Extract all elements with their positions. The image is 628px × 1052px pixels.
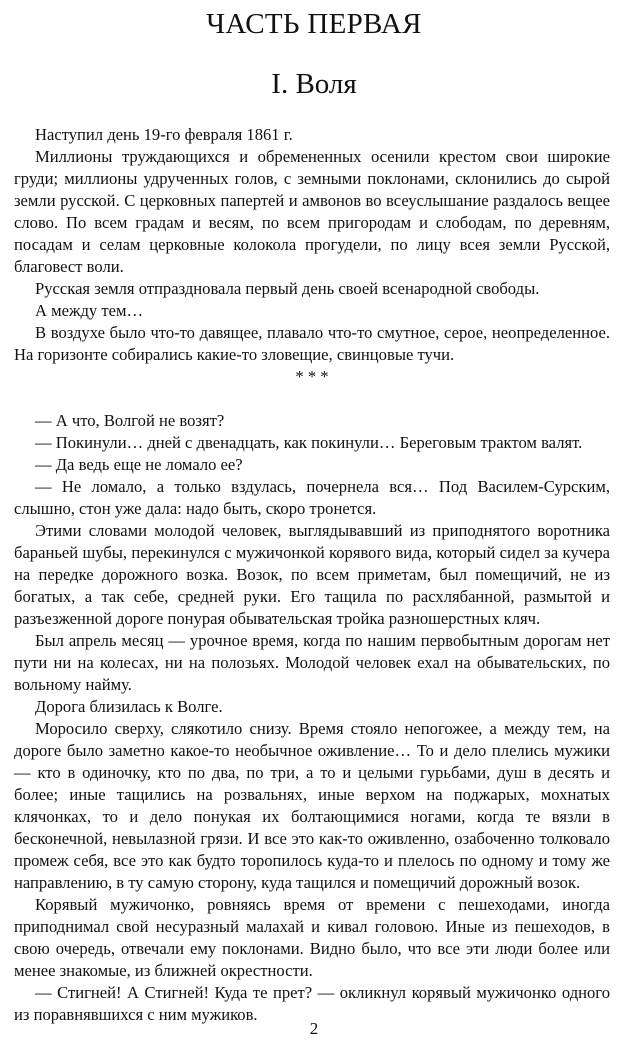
paragraph: В воздухе было что-то давящее, плавало что-то смутное, серое, неопределенное. На горизонте собирались какие-то зловещие, свинцовые тучи. — [14, 323, 610, 364]
paragraph: — Не ломало, а только вздулась, почернела вся… Под Василем-Сурским, слышно, стон уже дала: надо быть, скоро тронется. — [14, 477, 610, 518]
page-number: 2 — [309, 1019, 319, 1038]
part-title: ЧАСТЬ ПЕРВАЯ — [206, 8, 422, 40]
section-break: * * * — [295, 367, 329, 386]
paragraph: Наступил день 19-го февраля 1861 г. — [35, 125, 293, 144]
paragraph: А между тем… — [35, 301, 144, 320]
paragraph: — А что, Волгой не возят? — [35, 411, 225, 430]
body-text — [14, 124, 610, 1026]
paragraph: — Да ведь еще не ломало ее? — [35, 455, 243, 474]
chapter-title: I. Воля — [271, 68, 357, 100]
paragraph: — Покинули… дней с двенадцать, как покинули… Береговым трактом валят. — [35, 433, 583, 452]
paragraph: Русская земля отпраздновала первый день своей всенародной свободы. — [35, 279, 540, 298]
paragraph: Был апрель месяц — урочное время, когда по нашим первобытным дорогам нет пути ни на колесах, ни на полозьях. Молодой человек ехал на обывательских, по вольному найму. — [14, 631, 610, 694]
paragraph: — Стигней! А Стигней! Куда те прет? — окликнул корявый мужичонко одного из поравнявшихся с ним мужиков. — [14, 983, 610, 1024]
paragraph: Корявый мужичонко, ровняясь время от времени с пешеходами, иногда приподнимал свой несуразный малахай и кивал головою. Иные из пешеходов, в свою очередь, отвечали ему поклонами. Видно было, что все эти люди более или менее знакомые, из ближней окрестности. — [14, 895, 610, 980]
paragraph: Этими словами молодой человек, выглядывавший из приподнятого воротника бараньей шубы, перекинулся с мужичонкой корявого вида, который сидел за кучера на передке дорожного возка. Возок, по всем приметам, был помещичий, не из богатых, а так себе, средней руки. Его тащила по расхлябанной, размытой и разъезженной дороге понурая обывательская тройка разношерстных кляч. — [14, 521, 610, 628]
paragraph: Миллионы труждающихся и обремененных осенили крестом свои широкие груди; миллионы удрученных голов, с земными поклонами, склонились до сырой земли русской. С церковных папертей и амвонов во всеуслышание раздалось вещее слово. По всем градам и весям, по всем пригородам и слободам, по деревням, посадам и селам церковные колокола прогудели, по лицу всея земли Русской, благовест воли. — [14, 147, 610, 276]
paragraph: Моросило сверху, слякотило снизу. Время стояло непогожее, а между тем, на дороге было заметно какое-то необычное оживление… То и дело плелись мужики — кто в одиночку, кто по два, по три, а то и целыми гурьбами, душ в десять и более; иные тащились на розвальнях, иные верхом на поджарых, мохнатых клячонках, то и дело понукая их болтающимися ногами, когда те вязли в бесконечной, невылазной грязи. И все это как-то оживленно, озабоченно толковало промеж себя, все это как будто торопилось куда-то и плелось по одному и тому же направлению, в ту самую сторону, куда тащился и помещичий дорожный возок. — [14, 719, 610, 892]
paragraph: Дорога близилась к Волге. — [35, 697, 223, 716]
